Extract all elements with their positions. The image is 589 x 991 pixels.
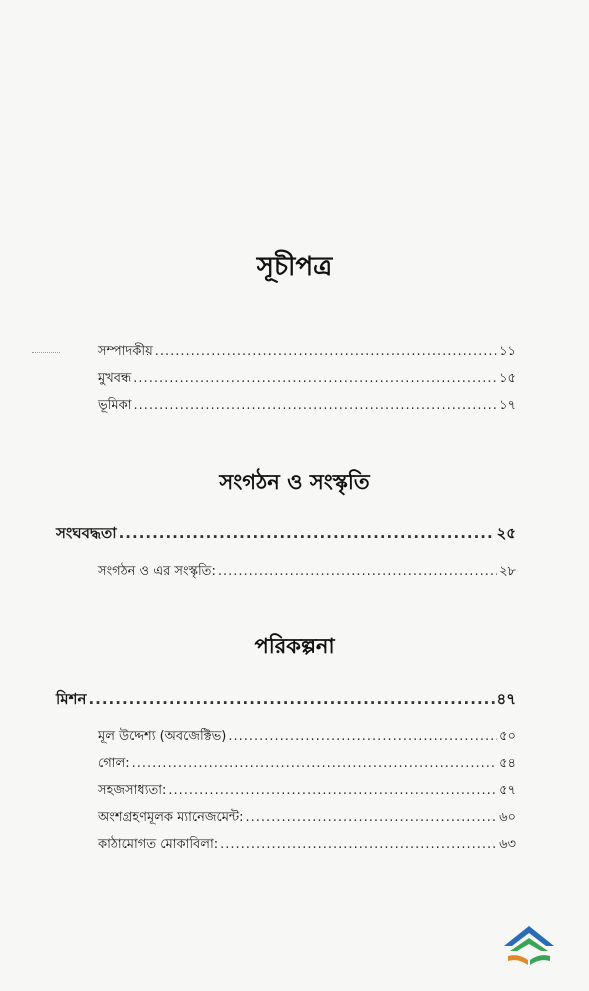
toc-page-number: ৫০ xyxy=(499,729,516,744)
section-heading-planning: পরিকল্পনা xyxy=(254,634,335,658)
toc-entry-label: মুখবন্ধ xyxy=(98,371,132,386)
toc-page-number: ৫৭ xyxy=(499,783,516,798)
toc-entry-label: অংশগ্রহণমূলক ম্যানেজমেন্ট: xyxy=(98,810,244,825)
toc-entry-structural-response[interactable] xyxy=(98,835,516,856)
leader-dots xyxy=(220,837,497,852)
toc-entry-label: কাঠামোগত মোকাবিলা: xyxy=(98,837,219,852)
leader-dots xyxy=(246,810,498,825)
toc-entry-introduction[interactable] xyxy=(98,396,516,417)
toc-page-number: ২৮ xyxy=(499,564,516,579)
page-title: সূচীপত্র xyxy=(256,252,333,282)
toc-page-number: ৪৭ xyxy=(496,690,516,708)
toc-entry-label: সহজসাধ্যতা: xyxy=(98,783,167,798)
toc-page-number: ১১ xyxy=(499,344,516,359)
leader-dots xyxy=(88,690,494,708)
toc-page-number: ২৫ xyxy=(496,524,516,542)
toc-entry-goal[interactable] xyxy=(98,754,516,775)
toc-chapter-unity[interactable] xyxy=(56,522,516,547)
toc-entry-foreword[interactable] xyxy=(98,369,516,390)
section-heading-organization: সংগঠন ও সংস্কৃতি xyxy=(219,470,370,494)
toc-entry-label: সম্পাদকীয় xyxy=(98,344,153,359)
leader-dots xyxy=(132,756,497,771)
toc-entry-label: সংগঠন ও এর সংস্কৃতি: xyxy=(98,564,216,579)
publisher-logo-icon xyxy=(498,920,560,972)
toc-entry-label: মূল উদ্দেশ্য (অবজেক্টিভ) xyxy=(98,729,227,744)
leader-dots xyxy=(228,729,497,744)
toc-page-number: ৬০ xyxy=(499,810,516,825)
margin-mark xyxy=(32,352,60,355)
toc-entry-feasibility[interactable] xyxy=(98,781,516,802)
leader-dots xyxy=(155,344,497,359)
toc-entry-participatory-management[interactable] xyxy=(98,808,516,829)
toc-chapter-mission[interactable] xyxy=(56,688,516,713)
toc-entry-objective[interactable] xyxy=(98,727,516,748)
toc-page-number: ১৭ xyxy=(499,398,516,413)
leader-dots xyxy=(119,524,495,542)
toc-chapter-label: সংঘবদ্ধতা xyxy=(56,524,117,542)
toc-entry-label: গোল: xyxy=(98,756,130,771)
leader-dots xyxy=(134,398,498,413)
toc-page-number: ৫৪ xyxy=(499,756,516,771)
toc-entry-label: ভূমিকা xyxy=(98,398,132,413)
toc-page-number: ১৫ xyxy=(499,371,516,386)
leader-dots xyxy=(168,783,497,798)
leader-dots xyxy=(218,564,497,579)
leader-dots xyxy=(133,371,497,386)
toc-page-number: ৬৩ xyxy=(499,837,516,852)
toc-chapter-label: মিশন xyxy=(56,690,87,708)
toc-entry-editorial[interactable] xyxy=(98,342,516,363)
toc-entry-organization-culture[interactable] xyxy=(98,562,516,583)
